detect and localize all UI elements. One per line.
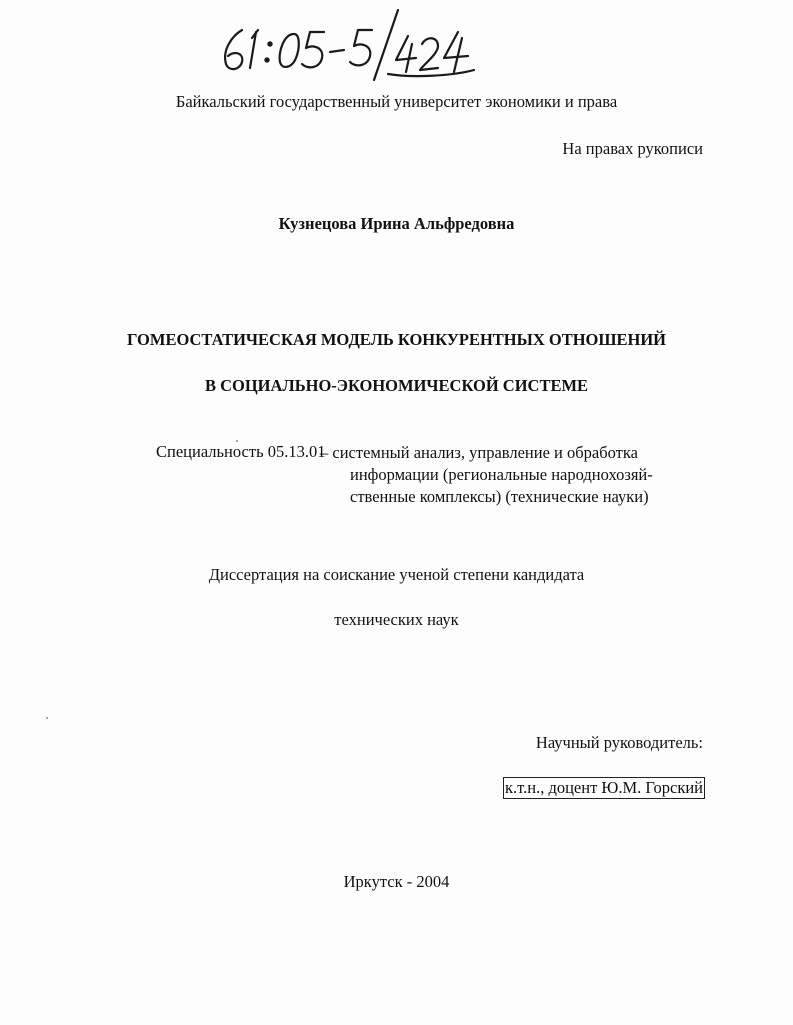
specialty-description [320,442,653,508]
handwritten-catalog-number [212,8,502,86]
advisor-label: Научный руководитель: [535,733,703,752]
specialty-line-1: – системный анализ, управление и обработка [320,443,638,462]
dissertation-degree-line-2: технических наук [334,610,459,629]
dissertation-degree-line-1: Диссертация на соискание ученой степени кандидата [208,565,585,584]
scan-speck [236,440,238,442]
university-name: Байкальский государственный университет экономики и права [175,92,618,111]
specialty-line-2: информации (региональные народнохозяй- [350,465,653,484]
specialty-line-3: ственные комплексы) (технические науки) [350,487,649,506]
author-name: Кузнецова Ирина Альфредовна [278,214,515,233]
city-year: Иркутск - 2004 [343,872,450,891]
advisor-name: к.т.н., доцент Ю.М. Горский [505,778,703,797]
scan-speck [46,717,48,719]
dissertation-title-line-1: ГОМЕОСТАТИЧЕСКАЯ МОДЕЛЬ КОНКУРЕНТНЫХ ОТНОШЕНИЙ [126,330,667,349]
dissertation-title-line-2: В СОЦИАЛЬНО-ЭКОНОМИЧЕСКОЙ СИСТЕМЕ [204,376,589,395]
manuscript-note: На правах рукописи [562,139,703,158]
specialty-label: Специальность 05.13.01 [156,442,326,461]
handwritten-catalog-number-drawing [212,8,502,86]
